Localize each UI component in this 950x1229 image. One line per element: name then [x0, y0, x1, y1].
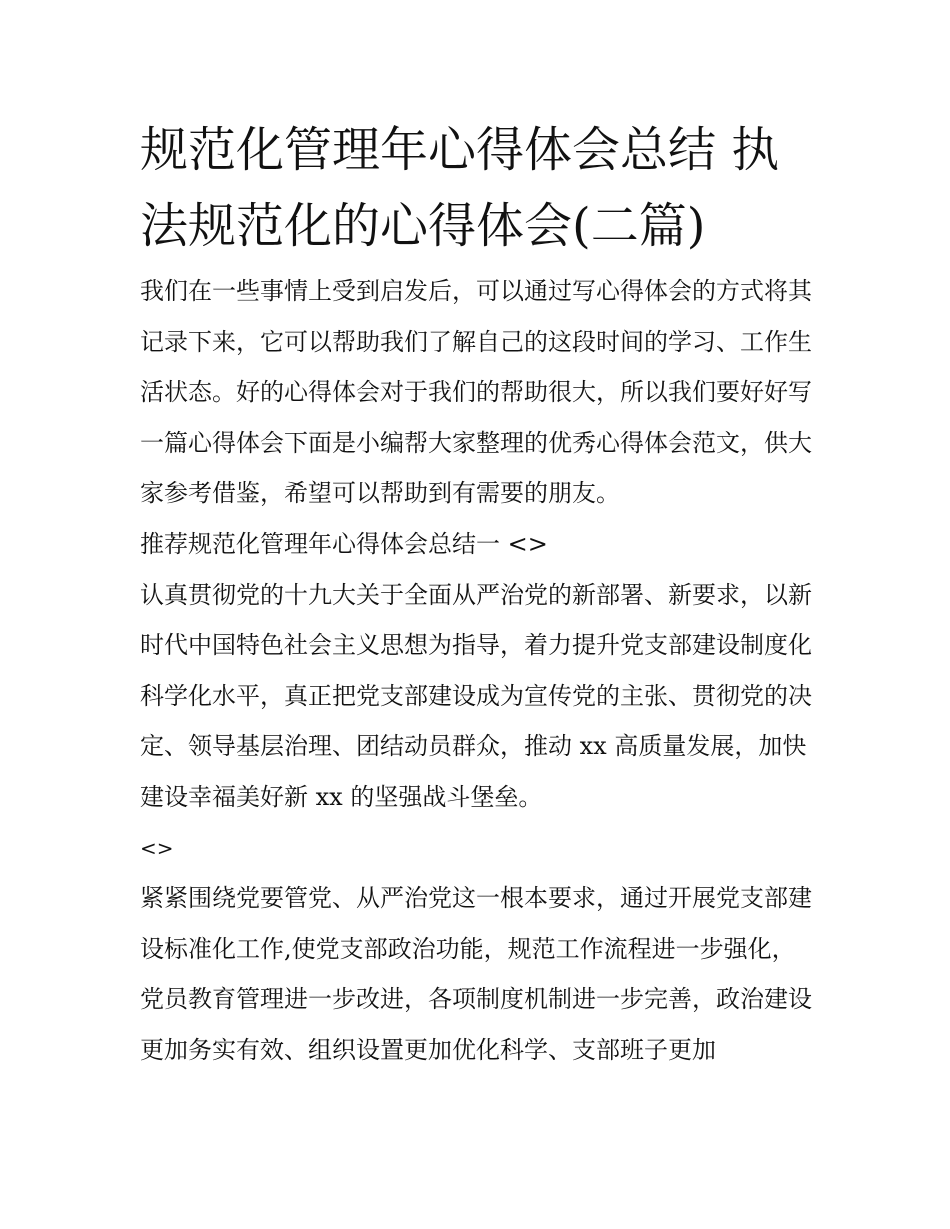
section-heading: 推荐规范化管理年心得体会总结一 <> — [140, 529, 548, 558]
document-page — [140, 112, 812, 1076]
document-title: 规范化管理年心得体会总结 执法规范化的心得体会(二篇) — [140, 122, 780, 254]
body-paragraph: 紧紧围绕党要管党、从严治党这一根本要求，通过开展党支部建设标准化工作,使党支部政治功能，规范工作流程进一步强化，党员教育管理进一步改进，各项制度机制进一步完善，政治建设更加务实有效、组织设置更加优化科学、支部班子更加 — [140, 884, 812, 1064]
placeholder-marker: <> — [140, 835, 174, 860]
body-paragraph: 认真贯彻党的十九大关于全面从严治党的新部署、新要求，以新时代中国特色社会主义思想为指导，着力提升党支部建设制度化科学化水平，真正把党支部建设成为宣传党的主张、贯彻党的决定、领导基层治理、团结动员群众，推动 xx 高质量发展，加快建设幸福美好新 xx 的坚强战斗堡垒。 — [140, 580, 812, 811]
intro-paragraph: 我们在一些事情上受到启发后，可以通过写心得体会的方式将其记录下来，它可以帮助我们了解自己的这段时间的学习、工作生活状态。好的心得体会对于我们的帮助很大，所以我们要好好写一篇心得体会下面是小编帮大家整理的优秀心得体会范文，供大家参考借鉴，希望可以帮助到有需要的朋友。 — [140, 277, 812, 508]
